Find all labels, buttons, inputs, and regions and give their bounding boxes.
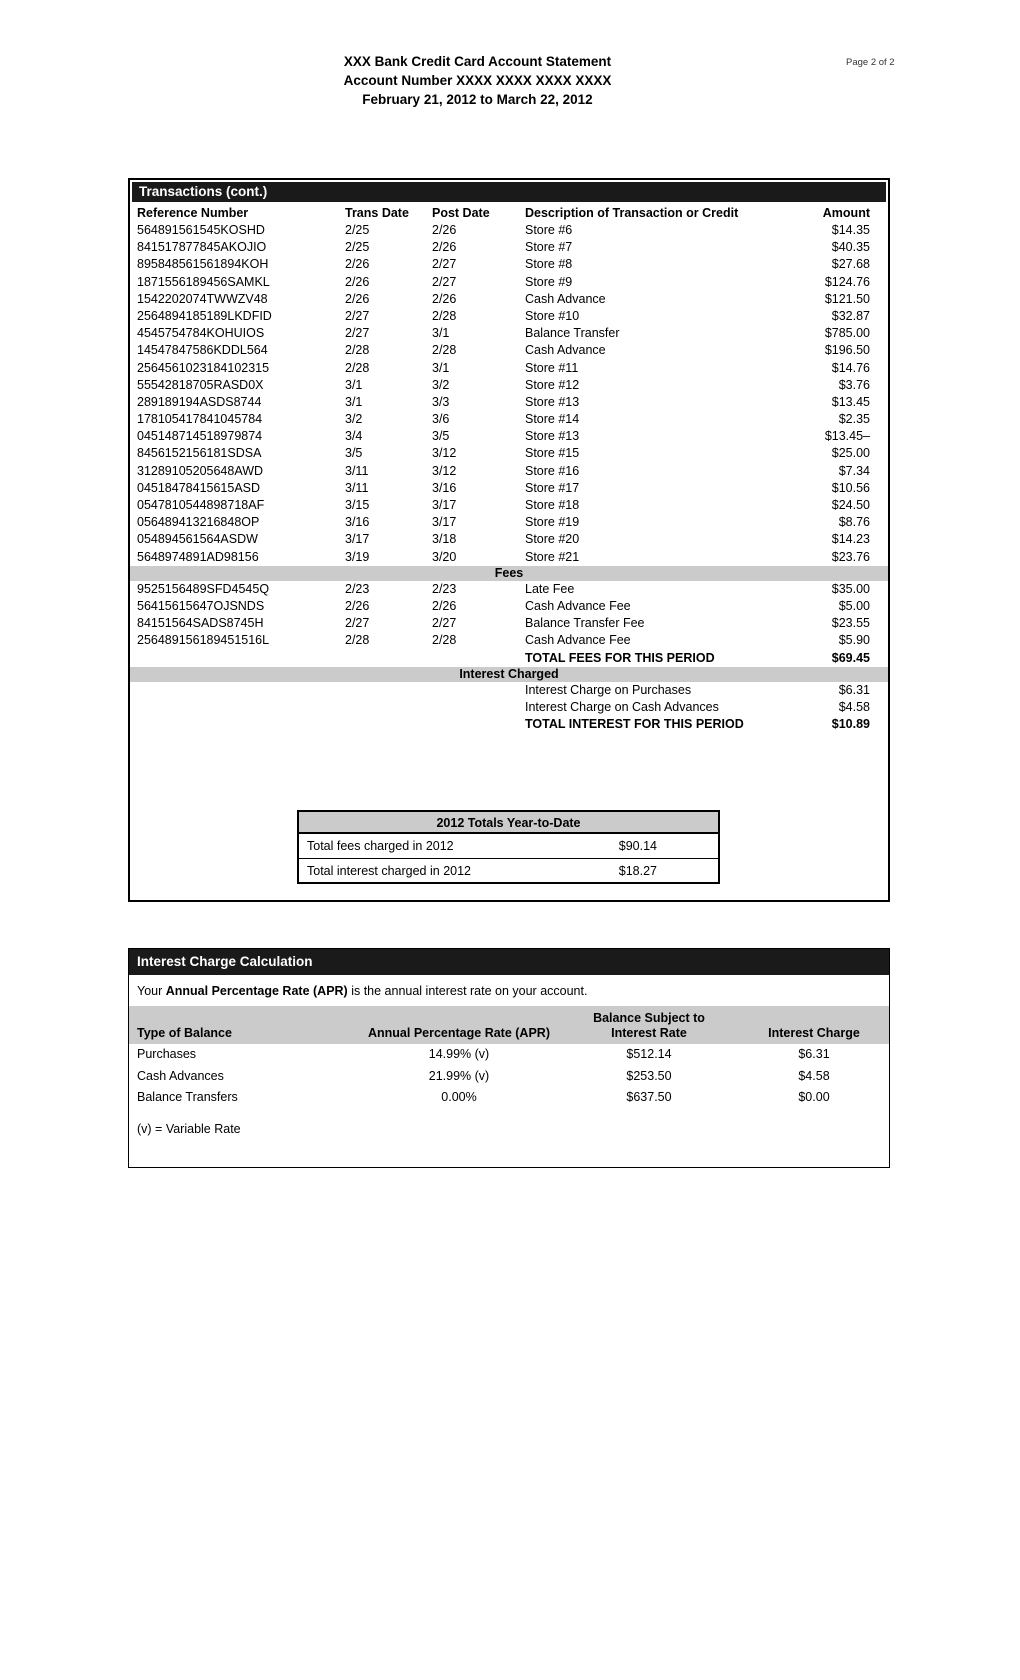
cell-description: Cash Advance — [525, 343, 606, 358]
cell-amount: $3.76 — [838, 377, 870, 392]
cell-trans-date: 2/26 — [345, 291, 370, 306]
cell-amount: $13.45– — [824, 429, 870, 444]
cell-post-date: 2/26 — [432, 598, 457, 613]
cell-reference-number: 256489156189451516L — [137, 633, 270, 648]
transactions-row-list — [130, 222, 888, 566]
cell-description: Store #21 — [525, 549, 580, 564]
cell-post-date: 2/28 — [432, 308, 457, 323]
cell-reference-number: 56415615647OJSNDS — [137, 598, 265, 613]
cell-description: Interest Charge on Cash Advances — [525, 699, 719, 714]
transaction-row — [130, 549, 888, 566]
cell-interest-charge: $6.31 — [798, 1047, 830, 1062]
cell-amount: $23.76 — [831, 549, 870, 564]
cell-trans-date: 3/11 — [345, 480, 369, 495]
cell-trans-date: 2/23 — [345, 581, 370, 596]
cell-reference-number: 14547847586KDDL564 — [137, 343, 268, 358]
cell-description: Store #15 — [525, 446, 580, 461]
column-header-trans-date: Trans Date — [345, 206, 409, 220]
transactions-column-headers — [130, 204, 888, 222]
interest-row — [130, 682, 888, 699]
ytd-totals-title: 2012 Totals Year-to-Date — [299, 812, 718, 834]
cell-reference-number: 04518478415615ASD — [137, 480, 261, 495]
transaction-row — [130, 360, 888, 377]
cell-reference-number: 5648974891AD98156 — [137, 549, 259, 564]
cell-post-date: 3/17 — [432, 515, 457, 530]
ytd-row-list — [299, 834, 718, 882]
cell-reference-number: 8456152156181SDSA — [137, 446, 262, 461]
cell-reference-number: 895848561561894KOH — [137, 257, 269, 272]
cell-post-date: 3/17 — [432, 498, 457, 512]
cell-trans-date: 2/27 — [345, 308, 370, 323]
cell-trans-date: 2/26 — [345, 257, 370, 272]
cell-trans-date: 3/19 — [345, 549, 370, 564]
transaction-row — [130, 428, 888, 445]
cell-reference-number: 1542202074TWWZV48 — [137, 291, 268, 306]
cell-post-date: 3/16 — [432, 480, 457, 495]
transaction-row — [130, 239, 888, 256]
fees-total-label: TOTAL FEES FOR THIS PERIOD — [525, 650, 715, 665]
transaction-row — [130, 256, 888, 273]
statement-header — [0, 52, 955, 109]
fees-section-band: Fees — [130, 566, 888, 581]
cell-amount: $40.35 — [831, 240, 870, 255]
cell-post-date: 2/23 — [432, 581, 457, 596]
cell-amount: $14.23 — [831, 532, 870, 547]
cell-reference-number: 2564894185189LKDFID — [137, 308, 272, 323]
interest-row — [130, 699, 888, 716]
interest-charge-calculation-section — [128, 948, 890, 1168]
cell-description: Cash Advance Fee — [525, 633, 631, 648]
cell-trans-date: 2/26 — [345, 598, 370, 613]
apr-row-list — [129, 1044, 889, 1109]
cell-reference-number: 9525156489SFD4545Q — [137, 581, 270, 596]
transaction-row — [130, 325, 888, 342]
cell-amount: $32.87 — [831, 308, 870, 323]
cell-apr: 0.00% — [441, 1090, 477, 1105]
cell-amount: $8.76 — [838, 515, 870, 530]
cell-amount: $35.00 — [831, 581, 870, 596]
cell-amount: $27.68 — [831, 257, 870, 272]
ytd-label: Total fees charged in 2012 — [307, 839, 454, 853]
fee-row — [130, 598, 888, 615]
apr-row — [129, 1044, 889, 1066]
statement-period: February 21, 2012 to March 22, 2012 — [362, 92, 593, 107]
apr-intro-prefix: Your — [137, 984, 166, 998]
cell-reference-number: 55542818705RASD0X — [137, 377, 264, 392]
cell-balance-subject: $637.50 — [626, 1090, 672, 1105]
cell-trans-date: 3/4 — [345, 429, 363, 444]
cell-interest-charge: $4.58 — [798, 1068, 830, 1083]
cell-trans-date: 2/28 — [345, 633, 370, 648]
cell-post-date: 2/28 — [432, 343, 457, 358]
transaction-row — [130, 497, 888, 514]
page-indicator: Page 2 of 2 — [846, 57, 895, 68]
cell-balance-type: Cash Advances — [137, 1068, 224, 1083]
cell-post-date: 3/12 — [432, 446, 457, 461]
cell-trans-date: 2/27 — [345, 326, 370, 341]
cell-amount: $10.56 — [831, 480, 870, 495]
cell-post-date: 3/5 — [432, 429, 450, 444]
cell-post-date: 2/26 — [432, 223, 457, 237]
cell-trans-date: 3/1 — [345, 377, 363, 392]
cell-post-date: 2/26 — [432, 291, 457, 306]
cell-description: Store #12 — [525, 377, 580, 392]
cell-description: Store #6 — [525, 223, 573, 237]
cell-reference-number: 289189194ASDS8744 — [137, 394, 262, 409]
cell-description: Store #16 — [525, 463, 580, 478]
cell-amount: $14.35 — [831, 223, 870, 237]
cell-amount: $121.50 — [824, 291, 870, 306]
transaction-row — [130, 291, 888, 308]
cell-post-date: 2/27 — [432, 274, 457, 289]
cell-amount: $2.35 — [838, 412, 870, 427]
transaction-row — [130, 463, 888, 480]
cell-apr: 14.99% (v) — [428, 1047, 490, 1062]
cell-amount: $6.31 — [838, 682, 870, 697]
cell-description: Cash Advance Fee — [525, 598, 631, 613]
cell-trans-date: 3/11 — [345, 463, 369, 478]
cell-description: Store #19 — [525, 515, 580, 530]
transactions-section — [128, 178, 890, 902]
cell-reference-number: 054894561564ASDW — [137, 532, 258, 547]
interest-total-row — [130, 716, 888, 733]
ytd-label: Total interest charged in 2012 — [307, 864, 471, 878]
column-header-balance-subject: Balance Subject to Interest Rate — [593, 1011, 705, 1040]
cell-trans-date: 2/28 — [345, 343, 370, 358]
column-header-post-date: Post Date — [432, 206, 490, 220]
fee-row — [130, 581, 888, 598]
cell-trans-date: 2/25 — [345, 223, 370, 237]
account-number: Account Number XXXX XXXX XXXX XXXX — [343, 73, 612, 88]
cell-post-date: 3/12 — [432, 463, 457, 478]
column-header-type-of-balance: Type of Balance — [137, 1026, 232, 1040]
variable-rate-footnote: (v) = Variable Rate — [137, 1121, 241, 1136]
cell-amount: $4.58 — [838, 699, 870, 714]
cell-amount: $24.50 — [831, 498, 870, 512]
column-header-apr: Annual Percentage Rate (APR) — [368, 1026, 550, 1040]
cell-post-date: 3/2 — [432, 377, 450, 392]
column-header-reference-number: Reference Number — [137, 206, 249, 220]
interest-total-amount: $10.89 — [831, 717, 870, 732]
apr-intro-suffix: is the annual interest rate on your account. — [347, 984, 588, 998]
cell-post-date: 3/1 — [432, 326, 450, 341]
cell-reference-number: 4545754784KOHUIOS — [137, 326, 265, 341]
cell-description: Cash Advance — [525, 291, 606, 306]
cell-balance-type: Purchases — [137, 1047, 197, 1062]
cell-trans-date: 2/27 — [345, 616, 370, 631]
cell-amount: $5.00 — [838, 598, 870, 613]
ytd-row — [299, 858, 718, 882]
cell-trans-date: 3/17 — [345, 532, 370, 547]
cell-amount: $7.34 — [838, 463, 870, 478]
transaction-row — [130, 222, 888, 239]
cell-post-date: 3/1 — [432, 360, 450, 375]
cell-description: Balance Transfer Fee — [525, 616, 645, 631]
cell-trans-date: 3/1 — [345, 394, 363, 409]
cell-trans-date: 3/15 — [345, 498, 370, 512]
cell-amount: $124.76 — [824, 274, 870, 289]
cell-post-date: 2/27 — [432, 257, 457, 272]
cell-balance-subject: $512.14 — [626, 1047, 672, 1062]
cell-trans-date: 3/2 — [345, 412, 363, 427]
ytd-totals-box — [297, 810, 720, 884]
apr-row — [129, 1087, 889, 1109]
cell-interest-charge: $0.00 — [798, 1090, 830, 1105]
cell-apr: 21.99% (v) — [428, 1068, 490, 1083]
cell-amount: $5.90 — [838, 633, 870, 648]
interest-charge-calculation-title: Interest Charge Calculation — [129, 949, 889, 975]
transaction-row — [130, 394, 888, 411]
cell-post-date: 3/6 — [432, 412, 450, 427]
cell-trans-date: 2/26 — [345, 274, 370, 289]
apr-column-headers — [129, 1006, 889, 1044]
cell-reference-number: 1871556189456SAMKL — [137, 274, 270, 289]
ytd-amount: $18.27 — [618, 864, 657, 878]
cell-balance-subject: $253.50 — [626, 1068, 672, 1083]
cell-trans-date: 2/25 — [345, 240, 370, 255]
cell-amount: $14.76 — [831, 360, 870, 375]
cell-description: Store #14 — [525, 412, 580, 427]
cell-post-date: 3/3 — [432, 394, 450, 409]
transaction-row — [130, 411, 888, 428]
cell-reference-number: 056489413216848OP — [137, 515, 260, 530]
cell-trans-date: 2/28 — [345, 360, 370, 375]
interest-charged-band: Interest Charged — [130, 667, 888, 682]
cell-description: Store #7 — [525, 240, 573, 255]
transaction-row — [130, 342, 888, 359]
cell-amount: $25.00 — [831, 446, 870, 461]
cell-reference-number: 84151564SADS8745H — [137, 616, 264, 631]
cell-trans-date: 3/16 — [345, 515, 370, 530]
cell-description: Store #10 — [525, 308, 580, 323]
transaction-row — [130, 377, 888, 394]
transaction-row — [130, 445, 888, 462]
cell-reference-number: 0547810544898718AF — [137, 498, 265, 512]
cell-post-date: 2/27 — [432, 616, 457, 631]
fees-total-amount: $69.45 — [831, 650, 870, 665]
apr-row — [129, 1066, 889, 1088]
cell-reference-number: 841517877845AKOJIO — [137, 240, 267, 255]
cell-post-date: 3/18 — [432, 532, 457, 547]
interest-row-list — [130, 682, 888, 716]
cell-amount: $23.55 — [831, 616, 870, 631]
apr-intro-text — [129, 975, 889, 1006]
transaction-row — [130, 308, 888, 325]
transaction-row — [130, 480, 888, 497]
cell-description: Balance Transfer — [525, 326, 620, 341]
ytd-amount: $90.14 — [618, 839, 657, 853]
cell-reference-number: 178105417841045784 — [137, 412, 263, 427]
cell-trans-date: 3/5 — [345, 446, 363, 461]
cell-amount: $13.45 — [831, 394, 870, 409]
cell-reference-number: 31289105205648AWD — [137, 463, 264, 478]
transaction-row — [130, 274, 888, 291]
column-header-description: Description of Transaction or Credit — [525, 206, 739, 220]
cell-description: Store #17 — [525, 480, 580, 495]
fee-row — [130, 632, 888, 649]
column-header-interest-charge: Interest Charge — [768, 1026, 860, 1040]
cell-description: Store #9 — [525, 274, 573, 289]
fee-row — [130, 615, 888, 632]
cell-balance-type: Balance Transfers — [137, 1090, 238, 1105]
fees-row-list — [130, 581, 888, 650]
cell-description: Store #8 — [525, 257, 573, 272]
cell-post-date: 2/28 — [432, 633, 457, 648]
cell-description: Store #11 — [525, 360, 579, 375]
cell-reference-number: 045148714518979874 — [137, 429, 263, 444]
cell-amount: $785.00 — [824, 326, 870, 341]
cell-reference-number: 2564561023184102315 — [137, 360, 270, 375]
apr-intro-bold: Annual Percentage Rate (APR) — [165, 984, 348, 998]
interest-total-label: TOTAL INTEREST FOR THIS PERIOD — [525, 717, 744, 732]
transaction-row — [130, 531, 888, 548]
transaction-row — [130, 514, 888, 531]
statement-title: XXX Bank Credit Card Account Statement — [343, 54, 612, 69]
cell-description: Store #20 — [525, 532, 580, 547]
cell-amount: $196.50 — [824, 343, 870, 358]
fees-total-row — [130, 650, 888, 667]
cell-description: Store #18 — [525, 498, 580, 512]
ytd-row — [299, 834, 718, 858]
column-header-amount: Amount — [822, 206, 870, 220]
cell-description: Store #13 — [525, 429, 580, 444]
cell-description: Interest Charge on Purchases — [525, 682, 692, 697]
cell-post-date: 2/26 — [432, 240, 457, 255]
transactions-section-title: Transactions (cont.) — [132, 182, 886, 202]
cell-post-date: 3/20 — [432, 549, 457, 564]
cell-description: Late Fee — [525, 581, 575, 596]
cell-description: Store #13 — [525, 394, 580, 409]
cell-reference-number: 564891561545KOSHD — [137, 223, 265, 237]
